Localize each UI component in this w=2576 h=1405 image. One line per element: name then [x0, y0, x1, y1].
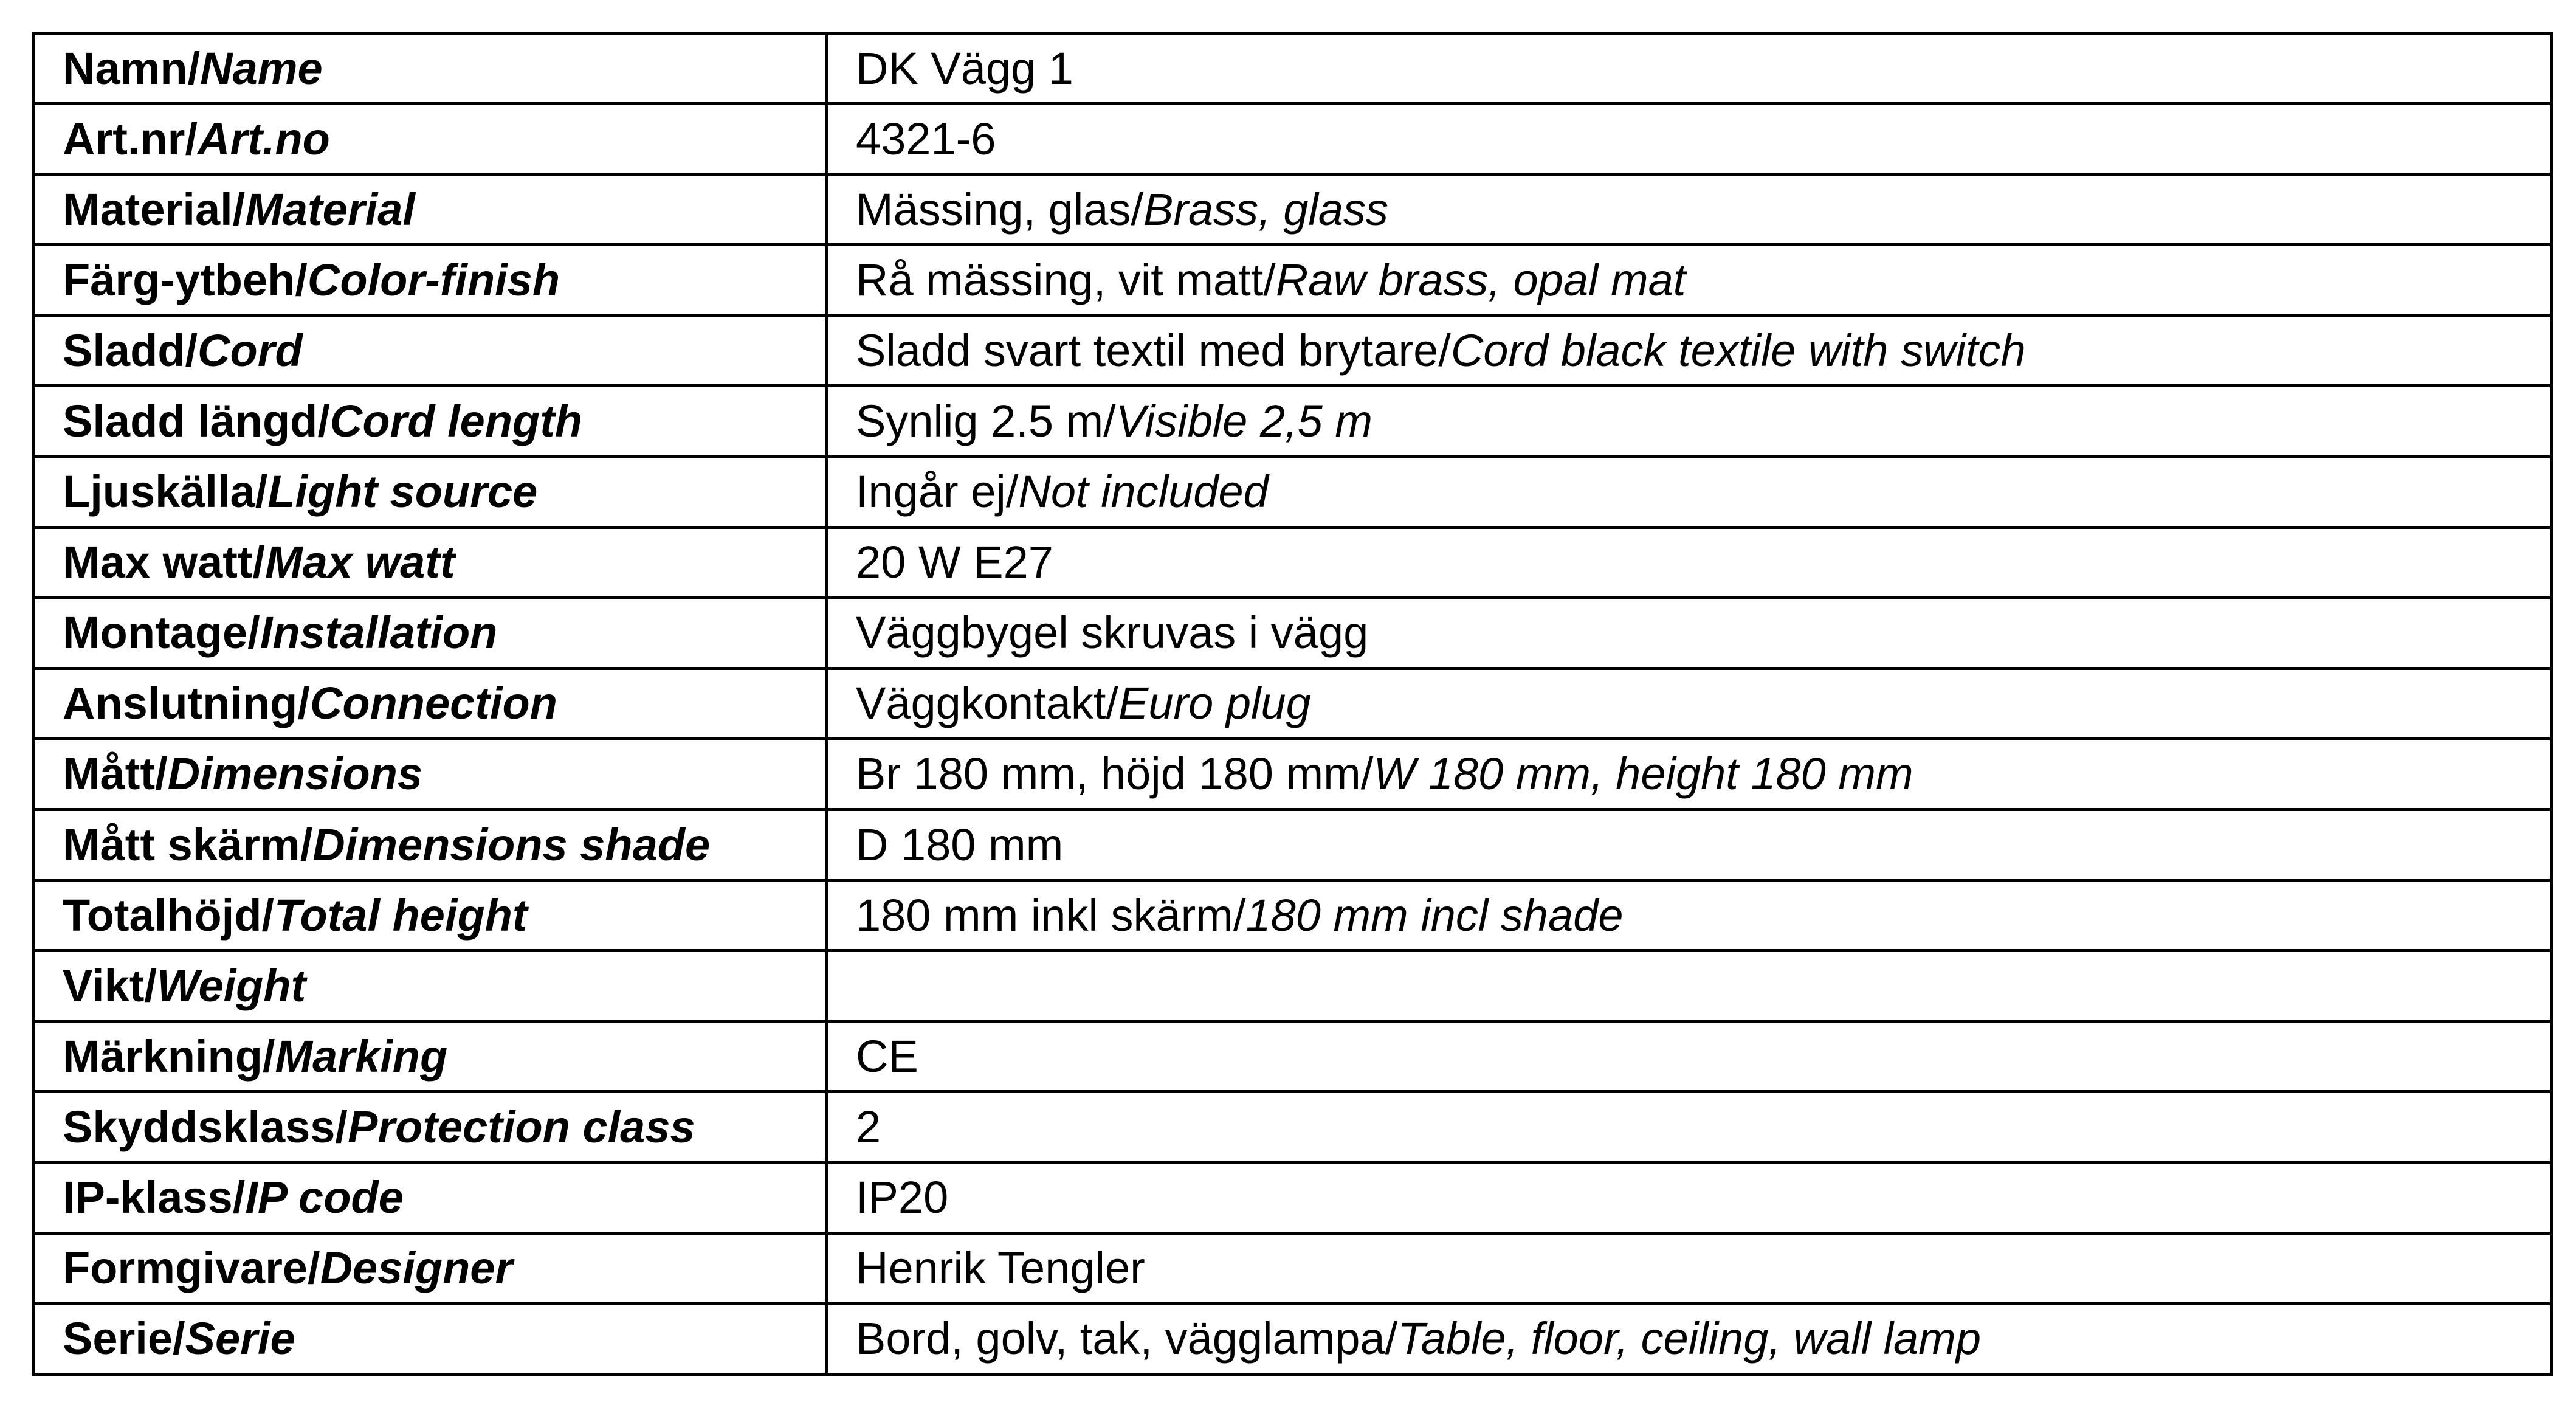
spec-value [827, 951, 2552, 1021]
spec-label [33, 316, 827, 386]
spec-row [33, 1021, 2552, 1092]
spec-label [33, 386, 827, 457]
label-english: Color-finish [307, 254, 560, 305]
spec-row [33, 810, 2552, 880]
label-english: Light source [267, 466, 538, 517]
label-english: Connection [309, 678, 557, 729]
spec-label [33, 104, 827, 174]
spec-row [33, 527, 2552, 598]
spec-value [827, 386, 2552, 457]
value-english: Visible 2,5 m [1115, 396, 1373, 447]
label-swedish: Sladd längd/ [63, 396, 330, 447]
label-swedish: Totalhöjd/ [63, 889, 274, 941]
value-swedish: Sladd svart textil med brytare/ [856, 325, 1451, 376]
value-english: Euro plug [1118, 678, 1311, 729]
label-swedish: Max watt/ [63, 537, 266, 588]
label-english: Dimensions shade [312, 819, 711, 870]
value-english: Cord black textile with switch [1450, 325, 2026, 376]
label-swedish: Namn/ [63, 43, 201, 94]
label-english: Protection class [347, 1101, 695, 1152]
label-swedish: Ljuskälla/ [63, 466, 268, 517]
value-swedish: 20 W E27 [856, 537, 1053, 588]
value-swedish: 4321-6 [856, 113, 996, 164]
spec-value [827, 598, 2552, 668]
spec-row [33, 1092, 2552, 1162]
value-swedish: Synlig 2.5 m/ [856, 396, 1116, 447]
spec-value [827, 1303, 2552, 1374]
value-english: Not included [1018, 466, 1269, 517]
spec-label [33, 1233, 827, 1303]
spec-value [827, 1162, 2552, 1233]
value-english: 180 mm incl shade [1245, 889, 1624, 941]
spec-value [827, 316, 2552, 386]
product-spec-table [32, 32, 2553, 1376]
value-swedish: 2 [856, 1101, 881, 1152]
spec-label [33, 1092, 827, 1162]
spec-value [827, 880, 2552, 951]
spec-label [33, 598, 827, 668]
spec-label [33, 527, 827, 598]
value-swedish: 180 mm inkl skärm/ [856, 889, 1246, 941]
spec-label [33, 880, 827, 951]
spec-label [33, 1303, 827, 1374]
label-swedish: Anslutning/ [63, 678, 310, 729]
spec-label [33, 1021, 827, 1092]
spec-row [33, 174, 2552, 245]
spec-value [827, 245, 2552, 316]
spec-value [827, 1092, 2552, 1162]
value-swedish: Mässing, glas/ [856, 184, 1143, 235]
spec-label [33, 33, 827, 104]
label-swedish: Vikt/ [63, 960, 157, 1011]
value-swedish: Väggkontakt/ [856, 678, 1118, 729]
spec-row [33, 316, 2552, 386]
spec-label [33, 1162, 827, 1233]
value-english: W 180 mm, height 180 mm [1373, 748, 1913, 799]
value-swedish: D 180 mm [856, 819, 1064, 870]
label-english: Marking [275, 1030, 448, 1082]
label-english: Weight [156, 960, 306, 1011]
spec-row [33, 951, 2552, 1021]
label-swedish: IP-klass/ [63, 1172, 246, 1223]
label-english: Dimensions [167, 748, 423, 799]
value-swedish: DK Vägg 1 [856, 43, 1073, 94]
spec-table-body [33, 33, 2552, 1375]
spec-value [827, 104, 2552, 174]
spec-row [33, 457, 2552, 527]
spec-label [33, 810, 827, 880]
label-english: IP code [245, 1172, 404, 1223]
value-swedish: Br 180 mm, höjd 180 mm/ [856, 748, 1374, 799]
spec-row [33, 598, 2552, 668]
label-swedish: Skyddsklass/ [63, 1101, 348, 1152]
label-swedish: Material/ [63, 184, 246, 235]
value-english: Table, floor, ceiling, wall lamp [1397, 1313, 1981, 1364]
label-english: Designer [320, 1243, 513, 1294]
label-english: Max watt [265, 537, 455, 588]
label-swedish: Serie/ [63, 1313, 185, 1364]
label-english: Name [200, 43, 323, 94]
spec-row [33, 33, 2552, 104]
label-english: Material [245, 184, 415, 235]
label-swedish: Färg-ytbeh/ [63, 254, 308, 305]
spec-label [33, 951, 827, 1021]
spec-row [33, 245, 2552, 316]
value-swedish: CE [856, 1030, 918, 1082]
spec-value [827, 457, 2552, 527]
label-english: Installation [260, 607, 498, 658]
spec-value [827, 527, 2552, 598]
spec-value [827, 1021, 2552, 1092]
value-swedish: Bord, golv, tak, vägglampa/ [856, 1313, 1398, 1364]
spec-label [33, 739, 827, 809]
label-english: Total height [274, 889, 528, 941]
value-swedish: Väggbygel skruvas i vägg [856, 607, 1369, 658]
label-english: Cord length [329, 396, 583, 447]
spec-value [827, 739, 2552, 809]
label-swedish: Montage/ [63, 607, 260, 658]
spec-row [33, 1233, 2552, 1303]
spec-label [33, 457, 827, 527]
spec-value [827, 668, 2552, 739]
spec-row [33, 104, 2552, 174]
spec-label [33, 174, 827, 245]
spec-label [33, 245, 827, 316]
value-english: Brass, glass [1143, 184, 1389, 235]
spec-row [33, 1162, 2552, 1233]
label-english: Serie [185, 1313, 295, 1364]
label-english: Cord [198, 325, 303, 376]
spec-row [33, 1303, 2552, 1374]
spec-row [33, 739, 2552, 809]
value-swedish: Rå mässing, vit matt/ [856, 254, 1276, 305]
label-swedish: Mått/ [63, 748, 168, 799]
spec-value [827, 33, 2552, 104]
value-swedish: Ingår ej/ [856, 466, 1019, 517]
label-swedish: Art.nr/ [63, 113, 198, 164]
label-swedish: Märkning/ [63, 1030, 275, 1082]
spec-row [33, 668, 2552, 739]
spec-row [33, 386, 2552, 457]
spec-value [827, 810, 2552, 880]
spec-value [827, 174, 2552, 245]
value-english: Raw brass, opal mat [1275, 254, 1686, 305]
spec-label [33, 668, 827, 739]
label-swedish: Formgivare/ [63, 1243, 320, 1294]
value-swedish: IP20 [856, 1172, 949, 1223]
value-swedish: Henrik Tengler [856, 1243, 1145, 1294]
label-english: Art.no [198, 113, 330, 164]
label-swedish: Sladd/ [63, 325, 198, 376]
label-swedish: Mått skärm/ [63, 819, 313, 870]
spec-value [827, 1233, 2552, 1303]
spec-row [33, 880, 2552, 951]
